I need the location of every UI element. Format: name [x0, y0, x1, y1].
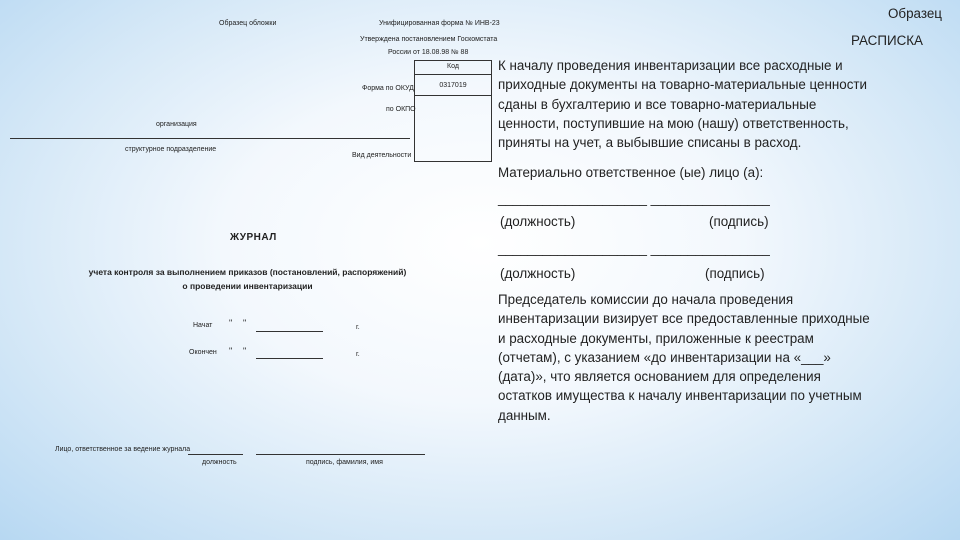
- text-line: инвентаризации визирует все предоставленные приходные: [498, 311, 870, 327]
- cover-sample-label: Образец обложки: [219, 20, 277, 27]
- journal-title: ЖУРНАЛ: [230, 232, 277, 243]
- position-label-2: (должность): [500, 266, 576, 281]
- position-caption: должность: [202, 459, 237, 466]
- blank-line-2: ____________________ ________________: [498, 241, 770, 256]
- okpo-label: по ОКПО: [386, 106, 416, 113]
- ended-label: Окончен: [189, 349, 217, 356]
- text-line: приходные документы на товарно-материальные ценности: [498, 77, 868, 93]
- approved-label: Утверждена постановлением Госкомстата: [360, 36, 498, 43]
- text-line: данным.: [498, 407, 551, 423]
- approved-date-label: России от 18.08.98 № 88: [388, 49, 469, 56]
- code-box: [414, 60, 492, 162]
- text-line: (дата)», что является основанием для определения: [498, 369, 821, 385]
- sample-label: Образец: [888, 6, 942, 21]
- signature-label-1: (подпись): [709, 214, 769, 229]
- receipt-paragraph-2: [498, 290, 950, 425]
- okud-value: 0317019: [439, 82, 467, 89]
- responsible-position-line: [188, 454, 243, 455]
- okud-label: Форма по ОКУД: [362, 85, 414, 92]
- position-label-1: (должность): [500, 214, 576, 229]
- text-line: остатков имущества к началу инвентаризации по учетным: [498, 388, 862, 404]
- start-date-line: [256, 331, 323, 332]
- organization-label: организация: [156, 121, 197, 128]
- unified-form-label: Унифицированная форма № ИНВ-23: [379, 20, 500, 27]
- responsible-signature-line: [256, 454, 425, 455]
- quote-open-2: ": [229, 346, 233, 356]
- text-line: К началу проведения инвентаризации все расходные и: [498, 58, 843, 73]
- activity-label: Вид деятельности: [352, 152, 412, 159]
- receipt-paragraph-1: [498, 56, 950, 152]
- journal-subtitle-2: о проведении инвентаризации: [182, 281, 313, 291]
- quote-open: ": [229, 318, 233, 328]
- code-header: Код: [447, 63, 459, 70]
- text-line: (отчетам), с указанием «до инвентаризации на «___»: [498, 349, 831, 365]
- responsible-person-label: Лицо, ответственное за ведение журнала: [55, 446, 191, 453]
- text-line: сданы в бухгалтерию и все товарно-материальные: [498, 96, 817, 112]
- text-line: приняты на учет, а выбывшие списаны в расход.: [498, 135, 802, 151]
- receipt-title: РАСПИСКА: [851, 33, 923, 48]
- end-date-line: [256, 358, 323, 359]
- text-line: ценности, поступившие на мою (нашу) ответственность,: [498, 115, 849, 131]
- end-year-suffix: г.: [356, 351, 360, 358]
- organization-line: [10, 138, 410, 139]
- journal-subtitle-1: учета контроля за выполнением приказов (постановлений, распоряжений): [88, 267, 407, 277]
- text-line: и расходные документы, приложенные к реестрам: [498, 330, 814, 346]
- start-year-suffix: г.: [356, 324, 360, 331]
- blank-line-1: ____________________ ________________: [498, 191, 770, 206]
- quote-close: ": [243, 318, 247, 328]
- text-line: Председатель комиссии до начала проведения: [498, 292, 794, 307]
- quote-close-2: ": [243, 346, 247, 356]
- signature-label-2: (подпись): [705, 266, 765, 281]
- started-label: Начат: [193, 322, 213, 329]
- signature-caption: подпись, фамилия, имя: [306, 459, 383, 466]
- subdivision-label: структурное подразделение: [125, 146, 217, 153]
- responsible-persons-label: Материально ответственное (ые) лицо (а):: [498, 165, 764, 180]
